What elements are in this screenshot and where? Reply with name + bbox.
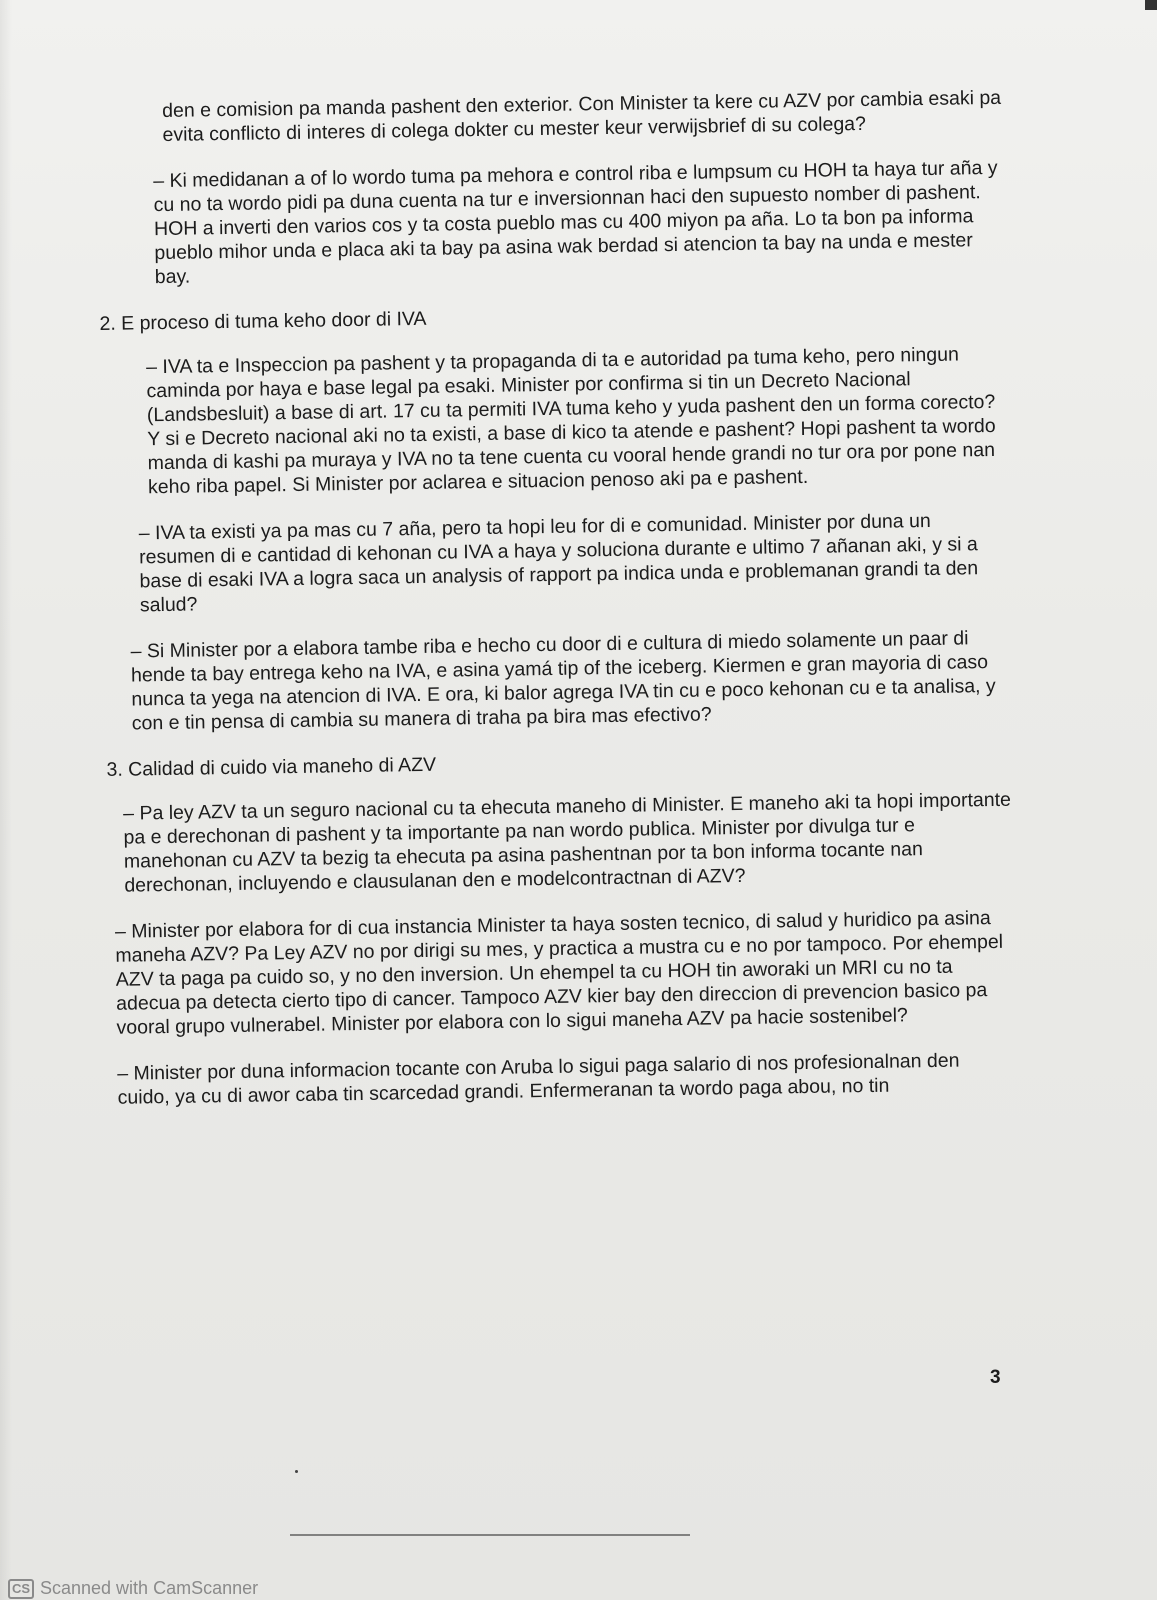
camscanner-watermark: [8, 1578, 258, 1599]
paragraph-comision: den e comision pa manda pashent den exterior. Con Minister ta kere cu AZV por cambia esaki pa evita conflicto di interes di colega dokter cu mester keur verwijsbrief di su colega?: [162, 86, 1002, 146]
paragraph-iva-cultura-miedo: – Si Minister por a elabora tambe riba e hecho cu door di e cultura di miedo solamente un paar di hende ta bay entrega keho na IVA, e asina yamá tip of the iceberg. Kiermen e gran mayoria di caso nunca ta yega na atencion di IVA. E ora, ki balor agrega IVA tin cu e poco kehonan cu e ta analisa, y con e tin pensa di cambia su manera di traha pa bira mas efectivo?: [130, 627, 996, 735]
page-number: 3: [990, 1367, 1001, 1388]
page-edge-shadow: [0, 0, 12, 1600]
paragraph-lumpsum-hoh: – Ki medidanan a of lo wordo tuma pa mehora e control riba e lumpsum cu HOH ta haya tur aña y cu no ta wordo pidi pa duna cuenta na tur e inversionnan haci den supuesto nomber di pashent. HOH a inverti den varios cos y ta costa pueblo mas cu 400 miyon pa aña. Lo ta bon pa informa pueblo mihor unda e placa aki ta bay pa asina wak berdad si atencion ta bay na unda e mester bay.: [153, 156, 998, 289]
camscanner-logo-icon: CS: [8, 1579, 34, 1599]
paragraph-iva-inspeccion: – IVA ta e Inspeccion pa pashent y ta propaganda di ta e autoridad pa tuma keho, pero ningun caminda por haya e base legal pa esaki. Minister por confirma si tin un Decreto Nacional (Landsbesluit) a base di art. 17 cu ta permiti IVA tuma keho y yuda pashent den un forma corecto? Y si e Decreto nacional aki no ta existi, a base di kico ta atende e pashent? Hopi pashent ta wordo manda di kashi pa muraya y IVA no ta tene cuenta cu vooral hende grandi no tur ora por pone nan keho riba papel. Si Minister por aclarea e situacion penoso aki pa e pashent.: [146, 343, 996, 499]
section-heading-azv: 3. Calidad di cuido via maneho di AZV: [106, 753, 437, 781]
camscanner-label: Scanned with CamScanner: [40, 1578, 259, 1598]
scan-speck: [295, 1470, 298, 1473]
paragraph-iva-resumen: – IVA ta existi ya pa mas cu 7 aña, pero ta hopi leu for di e comunidad. Minister por duna un resumen di e cantidad di kehonan cu IVA a haya y soluciona durante e ultimo 7 añanan aki, y si a base di esaki IVA a logra saca un analysis of rapport pa indica unda e problemanan grandi ta den salud?: [138, 509, 979, 617]
paragraph-salario: – Minister por duna informacion tocante con Aruba lo sigui paga salario di nos profesionalnan den cuido, ya cu di awor caba tin scarcedad grandi. Enfermeranan ta wordo paga abou, no tin: [117, 1049, 960, 1109]
section-heading-iva: 2. E proceso di tuma keho door di IVA: [99, 307, 427, 335]
corner-mark: [1145, 0, 1157, 10]
document-body: [96, 86, 1017, 1132]
footer-rule: [290, 1534, 690, 1536]
paragraph-azv-sosten: – Minister por elabora for di cua instancia Minister ta haya sosten tecnico, di salud y huridico pa asina maneha AZV? Pa Ley AZV no por dirigi su mes, y practica a mustra cu e no por tampoco. Por ehempel AZV ta paga pa cuido so, y no den inversion. Un ehempel ta cu HOH tin aworaki un MRI cu no ta adecua pa detecta cierto tipo di cancer. Tampoco AZV kier bay den direccion di prevencion basico pa vooral grupo vulnerabel. Minister por elabora con lo sigui maneha AZV pa hacie sostenibel?: [114, 907, 1004, 1039]
paragraph-azv-maneho: – Pa ley AZV ta un seguro nacional cu ta ehecuta maneho di Minister. E maneho aki ta hopi importante pa e derechonan di pashent y ta importante pa nan wordo publica. Minister por divulga tur e manehonan cu AZV ta bezig ta ehecuta pa asina pashentnan por ta bon informa tocante nan derechonan, incluyendo e clausulanan den e modelcontractnan di AZV?: [123, 788, 1012, 897]
